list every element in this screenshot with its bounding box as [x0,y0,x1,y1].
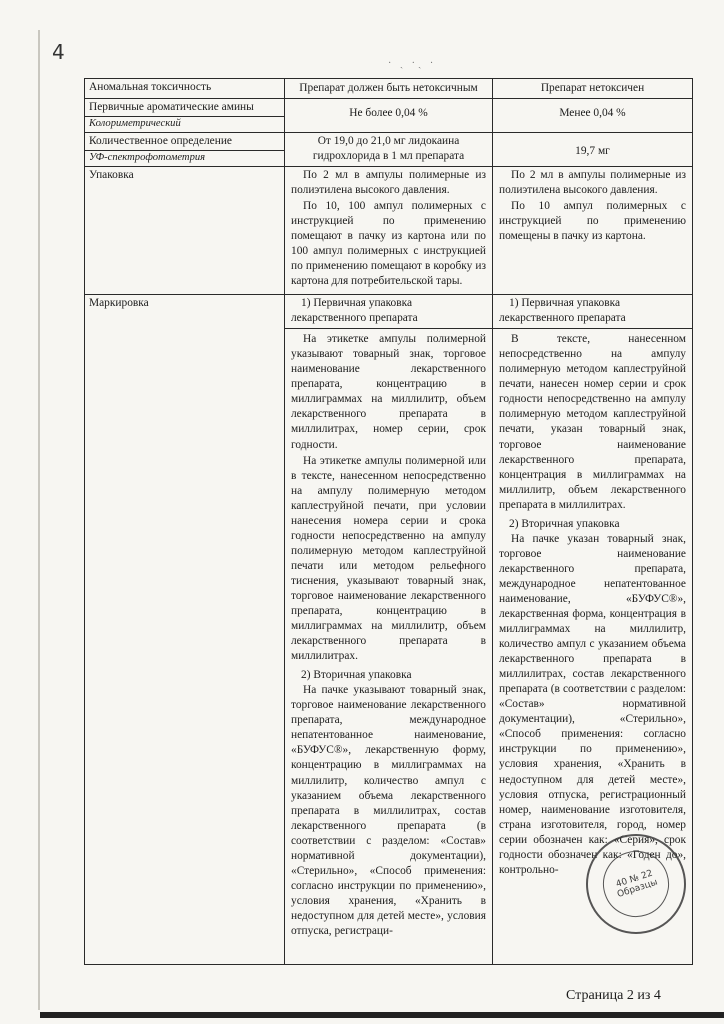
amines-actual-cell [493,99,693,133]
header-requirement-cell: Препарат должен быть нетоксичным [285,79,493,99]
amines-requirement: Не более 0,04 % [349,107,428,120]
scan-noise: · ˎ ·ˏ · [388,58,437,69]
marking-actual-heading-2: 2) Вторичная упаковка [509,517,620,530]
packaging-actual-p2: По 10 ампул полимерных с инструкцией по применению помещены в пачку из картона. [499,200,686,243]
marking-label-cell: Маркировка [85,295,285,965]
packaging-label-cell: Упаковка [85,167,285,295]
header-actual-cell: Препарат нетоксичен [493,79,693,99]
packaging-actual-cell [493,167,693,295]
marking-requirement-heading-2: 2) Вторичная упаковка [301,669,412,682]
amines-requirement-cell [285,99,493,133]
marking-actual-heading-1: 1) Первичная упаковка лекарственного препарата [493,296,692,329]
assay-actual: 19,7 мг [575,145,610,158]
marking-requirement-cell [285,295,493,965]
page-footer: Страница 2 из 4 [566,988,661,1003]
marking-actual-p1: В тексте, нанесенном непосредственно на ампулу полимерную методом каплеструйной печати, нанесен номер серии и срок годности непосредственно на ампулу полимерную методом каплеструйной печати, указан товарный знак, торговое наименование лекарственного препарата, концентрация в миллиграммах на миллилитр, объем лекарственного препарата в миллилитрах. [499,333,686,511]
assay-label-cell [85,133,285,167]
marking-actual-p2: На пачке указан товарный знак, торговое наименование лекарственного препарата, международное непатентованное наименование, «БУФУС®», лекарственная форма, концентрация в миллиграммах на миллилитр, количество ампул с указанием объема лекарственного препарата в миллилитрах, состав лекарственного препарата (в соответствии с разделом: «Состав» нормативной документации), «Стерильно», «Способ применения: согласно инструкции по применению», условия хранения, «Хранить в недоступном для детей месте», условия отпуска, регистрационный номер, наименование изготовителя, страна изготовителя, город, номер серии обозначен как: «Серия», срок годности обозначен как: «Годен до», контрольно- [499,532,686,876]
stamp-center-text: 40 № 22 Образцы [594,842,677,925]
marking-requirement-heading-1: 1) Первичная упаковка лекарственного препарата [285,296,492,329]
amines-method: Колориметрический [85,116,284,131]
official-stamp [586,834,686,934]
marking-requirement-p3: На пачке указывают товарный знак, торговое наименование лекарственного препарата, международное непатентованное наименование, «БУФУС®», лекарственную форму, концентрацию в миллиграммах на миллилитр, количество ампул с указанием объема лекарственного препарата в миллилитрах, состав лекарственного препарата (в соответствии с разделом: «Состав» нормативной документации), «Стерильно», «Способ применения: согласно инструкции по применению», условия хранения, «Хранить в недоступном для детей месте», условия отпуска, регистраци- [291,684,486,937]
assay-method: УФ-спектрофотометрия [85,150,284,165]
marking-requirement-p2: На этикетке ампулы полимерной или в тексте, нанесенном непосредственно на ампулу полимерную методом каплеструйной печати, при условии нанесения номера серии и срока годности непосредственно на ампулу полимерную методом каплеструйной печати или методом рельефного тиснения, указывают товарный знак, торговое наименование лекарственного препарата, концентрацию в миллиграммах на миллилитр, объем лекарственного препарата в миллилитрах. [291,454,486,663]
corner-handwritten-mark: 4 [52,40,65,64]
table-row-packaging [85,167,693,295]
amines-label: Первичные ароматические амины [89,101,254,114]
assay-actual-cell [493,133,693,167]
packaging-requirement-p1: По 2 мл в ампулы полимерные из полиэтилена высокого давления. [291,169,486,197]
amines-actual: Менее 0,04 % [559,107,626,120]
marking-requirement-p1: На этикетке ампулы полимерной указывают товарный знак, торговое наименование лекарственного препарата, концентрацию в миллиграммах на миллилитр, объем лекарственного препарата в миллилитрах, номер серии, срок годности. [291,333,486,451]
packaging-actual-p1: По 2 мл в ампулы полимерные из полиэтилена высокого давления. [499,169,686,197]
scan-bottom-edge [40,1012,724,1018]
amines-label-cell [85,99,285,133]
table-row-assay [85,133,693,167]
assay-label: Количественное определение [89,135,232,148]
scan-edge [38,30,40,1010]
header-label-cell: Аномальная токсичность [85,79,285,99]
table-header-row [85,79,693,99]
packaging-requirement-p2: По 10, 100 ампул полимерных с инструкцией по применению помещают в пачку из картона или по 100 ампул полимерных с инструкцией по применению помещают в коробку из картона для потребительской тары. [291,200,486,288]
assay-requirement-cell: От 19,0 до 21,0 мг лидокаина гидрохлорида в 1 мл препарата [285,133,493,167]
table-row-amines [85,99,693,133]
specification-table [84,78,693,965]
packaging-requirement-cell [285,167,493,295]
